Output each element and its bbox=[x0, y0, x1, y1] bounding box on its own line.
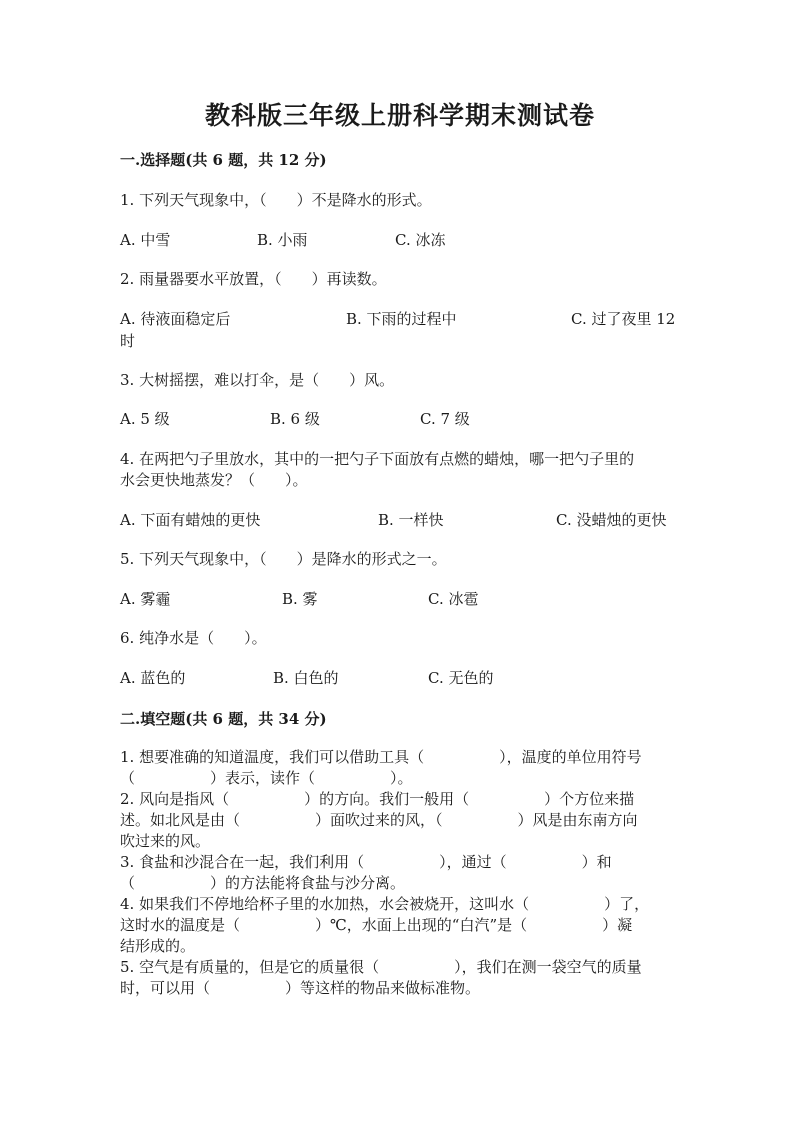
question-stem: 3. 大树摇摆，难以打伞，是（ ）风。 bbox=[120, 371, 395, 389]
fill-line: （ ）表示，读作（ ）。 bbox=[120, 769, 413, 787]
option-c: C. 没蜡烛的更快 bbox=[556, 511, 667, 529]
fill-line: 5. 空气是有质量的，但是它的质量很（ ），我们在测一袋空气的质量 bbox=[120, 958, 642, 976]
fill-line: 结形成的。 bbox=[120, 937, 196, 955]
page-title: 教科版三年级上册科学期末测试卷 bbox=[204, 101, 595, 130]
option-a: A. 下面有蜡烛的更快 bbox=[120, 511, 261, 529]
option-c: C. 冰冻 bbox=[395, 231, 446, 249]
option-a: A. 5 级 bbox=[120, 410, 170, 428]
option-c: C. 7 级 bbox=[420, 410, 470, 428]
option-b: B. 白色的 bbox=[273, 669, 339, 687]
question-stem: 6. 纯净水是（ ）。 bbox=[120, 629, 267, 647]
option-b: B. 6 级 bbox=[270, 410, 320, 428]
option-a: A. 蓝色的 bbox=[120, 669, 186, 687]
question-stem: 5. 下列天气现象中，（ ）是降水的形式之一。 bbox=[120, 550, 447, 568]
option-a: A. 雾霾 bbox=[120, 590, 171, 608]
fill-line: （ ）的方法能将食盐与沙分离。 bbox=[120, 874, 406, 892]
option-a: A. 中雪 bbox=[120, 231, 171, 249]
option-b: B. 雾 bbox=[282, 590, 318, 608]
option-b: B. 小雨 bbox=[257, 231, 308, 249]
question-stem-continued: 水会更快地蒸发？（ ）。 bbox=[120, 471, 308, 489]
option-b: B. 下雨的过程中 bbox=[346, 310, 457, 328]
option-c: C. 无色的 bbox=[428, 669, 494, 687]
option-b: B. 一样快 bbox=[378, 511, 444, 529]
option-c: C. 过了夜里 12 bbox=[571, 310, 676, 328]
question-stem: 1. 下列天气现象中，（ ）不是降水的形式。 bbox=[120, 191, 432, 209]
fill-line: 4. 如果我们不停地给杯子里的水加热，水会被烧开，这叫水（ ）了， bbox=[120, 895, 650, 913]
fill-line: 述。如北风是由（ ）面吹过来的风，（ ）风是由东南方向 bbox=[120, 811, 638, 829]
section-heading-choice: 一.选择题(共 6 题，共 12 分) bbox=[120, 151, 327, 169]
question-stem: 2. 雨量器要水平放置，（ ）再读数。 bbox=[120, 270, 387, 288]
fill-line: 2. 风向是指风（ ）的方向。我们一般用（ ）个方位来描 bbox=[120, 790, 635, 808]
fill-line: 时，可以用（ ）等这样的物品来做标准物。 bbox=[120, 979, 481, 997]
option-c-continued: 时 bbox=[120, 332, 136, 350]
fill-line: 1. 想要准确的知道温度，我们可以借助工具（ ），温度的单位用符号 bbox=[120, 748, 642, 766]
question-stem: 4. 在两把勺子里放水，其中的一把勺子下面放有点燃的蜡烛，哪一把勺子里的 bbox=[120, 450, 635, 468]
section-heading-fill: 二.填空题(共 6 题，共 34 分) bbox=[120, 710, 327, 728]
fill-line: 这时水的温度是（ ）℃，水面上出现的“白汽”是（ ）凝 bbox=[120, 916, 633, 934]
fill-line: 3. 食盐和沙混合在一起，我们利用（ ），通过（ ）和 bbox=[120, 853, 612, 871]
option-c: C. 冰雹 bbox=[428, 590, 479, 608]
option-a: A. 待液面稳定后 bbox=[120, 310, 231, 328]
fill-line: 吹过来的风。 bbox=[120, 832, 211, 850]
